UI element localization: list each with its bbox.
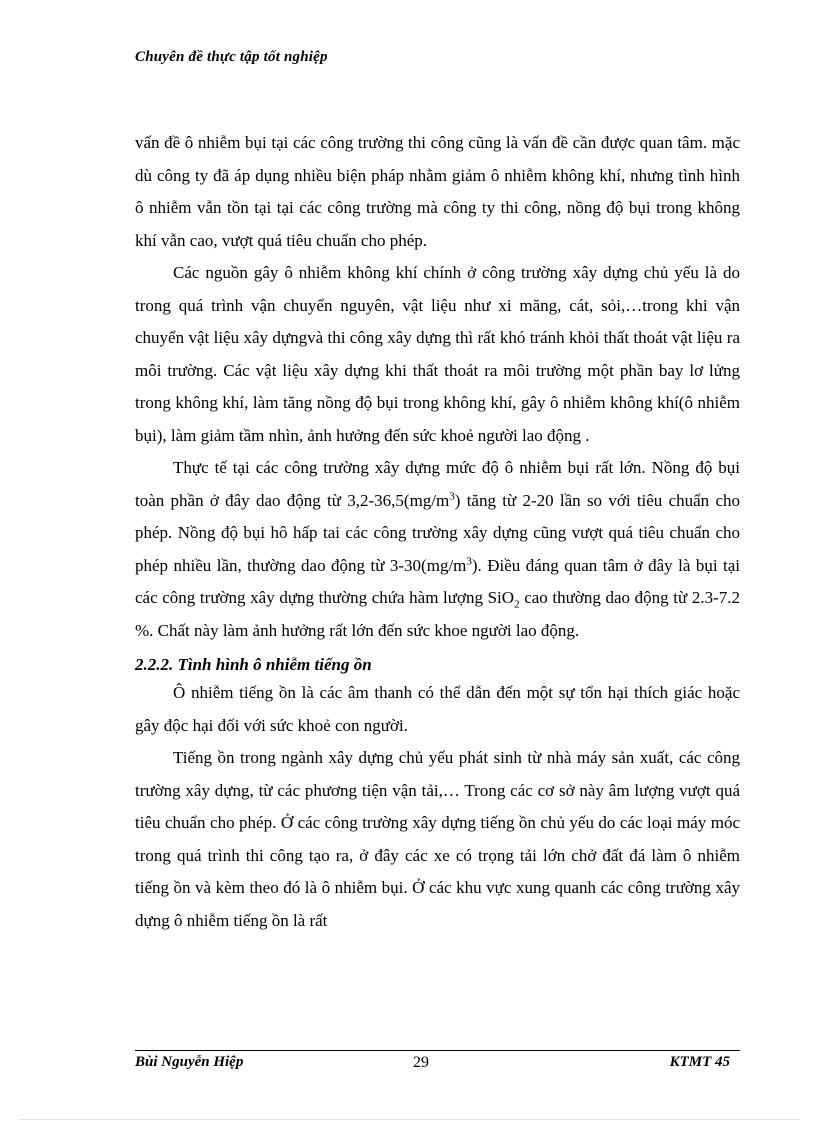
footer-author: Bùi Nguyễn Hiệp	[135, 1054, 244, 1070]
section-heading: 2.2.2. Tình hình ô nhiễm tiếng ồn	[135, 655, 372, 674]
text-segment: cao thường dao động từ 2.3-7.2 %. Chất này làm ảnh hưởng rất lớn đến sức khoe người lao động.	[135, 588, 740, 640]
footer-divider	[135, 1050, 740, 1051]
document-body	[135, 127, 740, 937]
page-number: 29	[413, 1054, 429, 1071]
text-segment: ). Điều đáng quan tâm ở đây là bụi tại các công trường xây dựng thường chứa hàm lượng SiO	[135, 555, 740, 607]
page-footer	[135, 1054, 730, 1076]
page-edge-divider	[20, 1119, 800, 1120]
text-segment: ) tăng từ 2-20 lần so với tiêu chuẩn cho phép. Nồng độ bụi hô hấp tai các công trường xây dựng cũng vượt quá tiêu chuẩn cho phép nhiều lần, thường dao động từ 3-30(mg/m	[135, 490, 740, 575]
paragraph-noise-sources: Tiếng ồn trong ngành xây dựng chủ yếu phát sinh từ nhà máy sản xuất, các công trường xây dựng, từ các phương tiện vận tải,… Trong các cơ sở này âm lượng vượt quá tiêu chuẩn cho phép. Ở các công trường xây dựng tiếng ồn chủ yếu do các loại máy móc trong quá trình thi công tạo ra, ở đây các xe có trọng tải lớn chở đất đá làm ô nhiễm tiếng ồn và kèm theo đó là ô nhiễm bụi. Ở các khu vực xung quanh các công trường xây dựng ô nhiễm tiếng ồn là rất	[135, 748, 740, 930]
text-segment: Thực tế tại các công trường xây dựng mức độ ô nhiễm bụi rất lớn. Nồng độ bụi toàn phần ở đây dao động từ 3,2-36,5(mg/m	[135, 458, 740, 510]
paragraph-noise-definition: Ô nhiễm tiếng ồn là các âm thanh có thể dẫn đến một sự tổn hại thích giác hoặc gây độc hại đối với sức khoẻ con người.	[135, 683, 740, 735]
paragraph-air-pollution-sources: Các nguồn gây ô nhiễm không khí chính ở công trường xây dựng chủ yếu là do trong quá trình vận chuyển nguyên, vật liệu như xi măng, cát, sỏi,…trong khi vận chuyển vật liệu xây dựngvà thi công xây dựng thì rất khó tránh khỏi thất thoát vật liệu ra môi trường. Các vật liệu xây dựng khi thất thoát ra môi trường một phần bay lơ lửng trong không khí, làm tăng nồng độ bụi trong không khí, gây ô nhiễm không khí(ô nhiễm bụi), làm giảm tầm nhìn, ảnh hưởng đến sức khoẻ người lao động .	[135, 263, 740, 445]
page-header-title: Chuyên đề thực tập tốt nghiệp	[135, 49, 328, 65]
subscript: 2	[514, 598, 520, 611]
superscript: 3	[449, 489, 455, 502]
paragraph-dust-concentration	[135, 452, 740, 647]
paragraph-dust-pollution-intro: vấn đề ô nhiễm bụi tại các công trường thi công cũng là vấn đề cần được quan tâm. mặc dù công ty đã áp dụng nhiều biện pháp nhằm giảm ô nhiễm không khí, nhưng tình hình ô nhiễm vẫn tồn tại tại các công trường mà công ty thi công, nồng độ bụi trong không khí vẫn cao, vượt quá tiêu chuẩn cho phép.	[135, 133, 740, 250]
superscript: 3	[466, 554, 472, 567]
footer-class-code: KTMT 45	[669, 1054, 730, 1070]
